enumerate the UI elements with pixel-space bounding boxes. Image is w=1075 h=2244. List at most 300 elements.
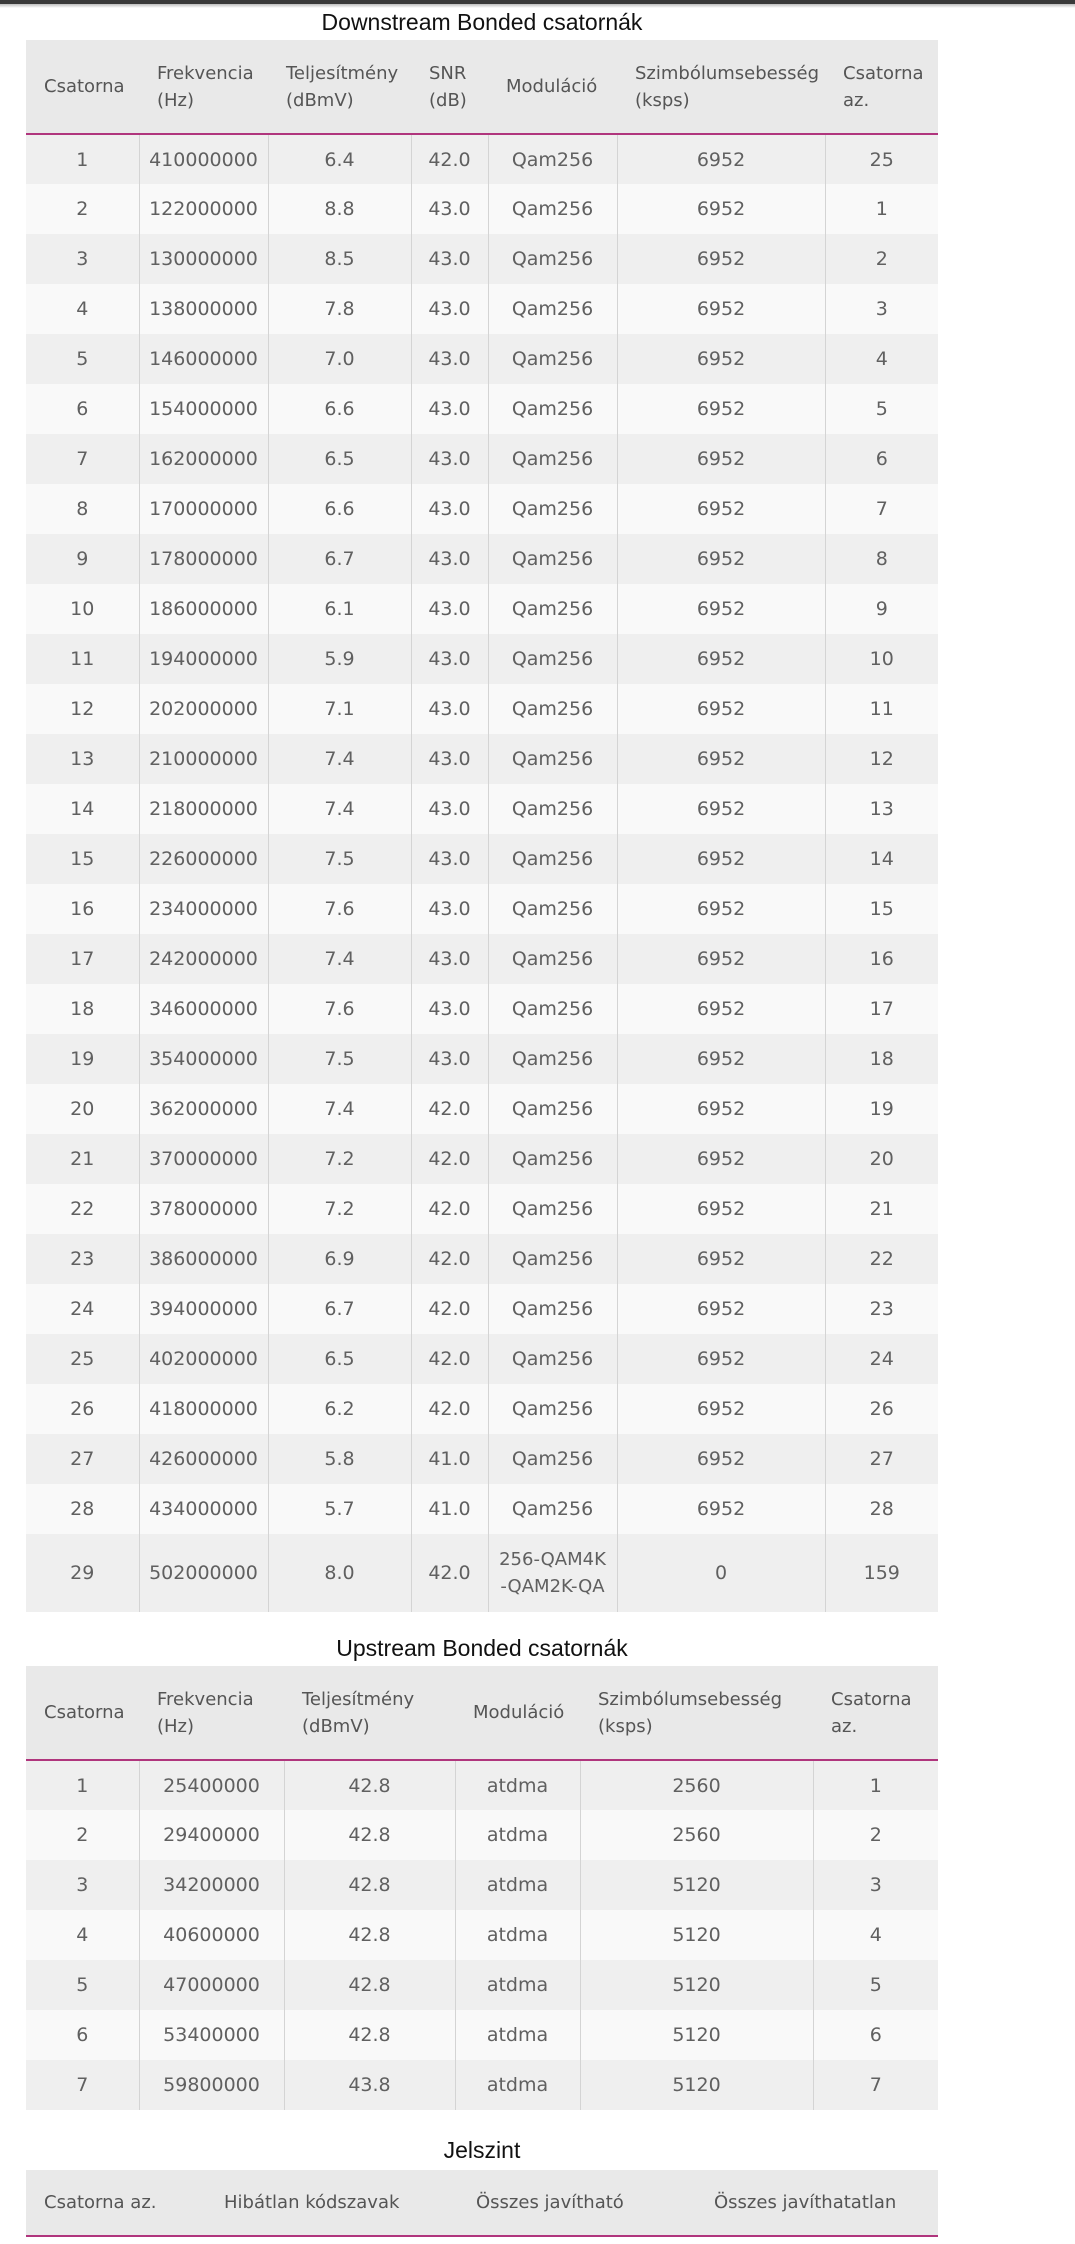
downstream-cell: 3 xyxy=(26,234,139,284)
signal-header-row xyxy=(26,2170,938,2236)
downstream-cell: 42.0 xyxy=(411,1534,488,1612)
signal-header-3: Összes javíthatatlan xyxy=(696,2170,938,2236)
downstream-cell: 43.0 xyxy=(411,684,488,734)
upstream-cell: atdma xyxy=(455,1910,580,1960)
downstream-cell: 6952 xyxy=(617,1134,825,1184)
signal-title: Jelszint xyxy=(443,2137,521,2163)
table-row xyxy=(26,1384,938,1434)
downstream-cell: 14 xyxy=(26,784,139,834)
downstream-header-row xyxy=(26,40,938,134)
downstream-cell: 130000000 xyxy=(139,234,268,284)
downstream-cell: 6952 xyxy=(617,134,825,184)
downstream-cell: 6952 xyxy=(617,234,825,284)
upstream-cell: atdma xyxy=(455,1860,580,1910)
downstream-cell: Qam256 xyxy=(488,434,617,484)
table-row xyxy=(26,2060,938,2110)
downstream-cell: 6.5 xyxy=(268,1334,411,1384)
upstream-cell: atdma xyxy=(455,1960,580,2010)
downstream-cell: Qam256 xyxy=(488,1334,617,1384)
table-row xyxy=(26,634,938,684)
downstream-cell: 43.0 xyxy=(411,584,488,634)
downstream-cell: 6.5 xyxy=(268,434,411,484)
downstream-cell: 43.0 xyxy=(411,934,488,984)
downstream-cell: 6952 xyxy=(617,634,825,684)
downstream-cell: 5 xyxy=(875,398,888,420)
downstream-cell: 226000000 xyxy=(139,834,268,884)
downstream-cell: 426000000 xyxy=(139,1434,268,1484)
downstream-cell: 43.0 xyxy=(411,484,488,534)
downstream-cell: Qam256 xyxy=(488,134,617,184)
downstream-cell: 43.0 xyxy=(411,534,488,584)
downstream-cell: 159 xyxy=(863,1562,900,1584)
downstream-cell: 12 xyxy=(26,684,139,734)
upstream-cell: 5120 xyxy=(580,2060,813,2110)
downstream-cell: 9 xyxy=(26,534,139,584)
table-row xyxy=(26,1234,938,1284)
downstream-cell: Qam256 xyxy=(488,1384,617,1434)
upstream-cell: 5 xyxy=(869,1974,882,1996)
downstream-cell: 43.0 xyxy=(411,884,488,934)
downstream-cell: 43.0 xyxy=(411,434,488,484)
upstream-cell: 2560 xyxy=(580,1760,813,1810)
downstream-cell: 18 xyxy=(26,984,139,1034)
downstream-cell: 146000000 xyxy=(139,334,268,384)
downstream-cell: 8.8 xyxy=(268,184,411,234)
upstream-cell: 43.8 xyxy=(284,2060,455,2110)
upstream-cell: 1 xyxy=(869,1774,882,1797)
downstream-cell: 19 xyxy=(26,1034,139,1084)
upstream-cell: 59800000 xyxy=(139,2060,284,2110)
table-row xyxy=(26,1284,938,1334)
upstream-cell: 5 xyxy=(26,1960,139,2010)
upstream-cell: 42.8 xyxy=(284,1760,455,1810)
table-row xyxy=(26,984,938,1034)
downstream-cell: 242000000 xyxy=(139,934,268,984)
downstream-cell: 8 xyxy=(26,484,139,534)
downstream-cell: 6952 xyxy=(617,1484,825,1534)
downstream-cell: Qam256 xyxy=(488,1484,617,1534)
downstream-cell: 7.5 xyxy=(268,834,411,884)
downstream-cell: Qam256 xyxy=(488,1434,617,1484)
downstream-cell: 25 xyxy=(869,148,894,171)
downstream-cell: 42.0 xyxy=(411,1284,488,1334)
downstream-cell: 22 xyxy=(26,1184,139,1234)
table-row xyxy=(26,234,938,284)
downstream-cell: 28 xyxy=(26,1484,139,1534)
downstream-cell: 418000000 xyxy=(139,1384,268,1434)
downstream-cell: 17 xyxy=(869,998,894,1020)
downstream-cell: 6 xyxy=(26,384,139,434)
downstream-cell: 6952 xyxy=(617,284,825,334)
downstream-cell: 42.0 xyxy=(411,1234,488,1284)
downstream-cell: 170000000 xyxy=(139,484,268,534)
downstream-cell: 8.5 xyxy=(268,234,411,284)
downstream-cell: 6952 xyxy=(617,734,825,784)
signal-header-0: Csatorna az. xyxy=(26,2170,206,2236)
downstream-cell: 26 xyxy=(26,1384,139,1434)
downstream-cell: 502000000 xyxy=(139,1534,268,1612)
downstream-cell: 6952 xyxy=(617,584,825,634)
downstream-cell: 6952 xyxy=(617,784,825,834)
table-row xyxy=(26,284,938,334)
upstream-header-2: Teljesítmény (dBmV) xyxy=(284,1666,455,1760)
downstream-cell: 194000000 xyxy=(139,634,268,684)
downstream-cell: 6952 xyxy=(617,1384,825,1434)
downstream-cell: 6952 xyxy=(617,1434,825,1484)
downstream-cell: 202000000 xyxy=(139,684,268,734)
upstream-table-body xyxy=(26,1760,938,2110)
table-row xyxy=(26,1910,938,1960)
upstream-cell: 42.8 xyxy=(284,1960,455,2010)
downstream-cell: 5.8 xyxy=(268,1434,411,1484)
upstream-cell: 6 xyxy=(869,2024,882,2046)
downstream-cell: 43.0 xyxy=(411,834,488,884)
upstream-header-3: Moduláció xyxy=(455,1666,580,1760)
upstream-header-1: Frekvencia (Hz) xyxy=(139,1666,284,1760)
downstream-cell: Qam256 xyxy=(488,534,617,584)
downstream-cell: 8 xyxy=(875,548,888,570)
downstream-cell: 178000000 xyxy=(139,534,268,584)
downstream-cell: 354000000 xyxy=(139,1034,268,1084)
downstream-title: Downstream Bonded csatornák xyxy=(321,9,643,35)
downstream-cell: 24 xyxy=(869,1348,894,1370)
downstream-cell: 138000000 xyxy=(139,284,268,334)
downstream-cell: 16 xyxy=(26,884,139,934)
table-row xyxy=(26,484,938,534)
downstream-cell: 13 xyxy=(869,798,894,820)
downstream-cell: 1 xyxy=(26,134,139,184)
downstream-cell: 6952 xyxy=(617,434,825,484)
downstream-cell: 42.0 xyxy=(411,1334,488,1384)
table-row xyxy=(26,1034,938,1084)
downstream-cell: Qam256 xyxy=(488,884,617,934)
upstream-cell: 42.8 xyxy=(284,1810,455,1860)
table-row xyxy=(26,334,938,384)
downstream-cell: 186000000 xyxy=(139,584,268,634)
downstream-cell: 154000000 xyxy=(139,384,268,434)
downstream-cell: 162000000 xyxy=(139,434,268,484)
downstream-cell: 7.4 xyxy=(268,784,411,834)
downstream-cell: 17 xyxy=(26,934,139,984)
downstream-header-4: Moduláció xyxy=(488,40,617,134)
downstream-cell: 7.4 xyxy=(268,1084,411,1134)
upstream-cell: 2 xyxy=(26,1810,139,1860)
upstream-cell: 4 xyxy=(869,1924,882,1946)
downstream-cell: Qam256 xyxy=(488,334,617,384)
upstream-cell: 53400000 xyxy=(139,2010,284,2060)
downstream-cell: 7.2 xyxy=(268,1184,411,1234)
downstream-header-0: Csatorna xyxy=(26,40,139,134)
downstream-cell: Qam256 xyxy=(488,1134,617,1184)
upstream-cell: 5120 xyxy=(580,1910,813,1960)
upstream-cell: 5120 xyxy=(580,2010,813,2060)
table-row xyxy=(26,934,938,984)
downstream-cell: 23 xyxy=(869,1298,894,1320)
downstream-cell: 6952 xyxy=(617,184,825,234)
downstream-cell: 378000000 xyxy=(139,1184,268,1234)
upstream-cell: atdma xyxy=(455,2010,580,2060)
table-row xyxy=(26,684,938,734)
downstream-cell: Qam256 xyxy=(488,584,617,634)
downstream-cell: 19 xyxy=(869,1098,894,1120)
downstream-cell: 7.5 xyxy=(268,1034,411,1084)
table-row xyxy=(26,834,938,884)
downstream-cell: 42.0 xyxy=(411,1184,488,1234)
downstream-cell: 43.0 xyxy=(411,384,488,434)
downstream-cell: 43.0 xyxy=(411,984,488,1034)
downstream-cell: 26 xyxy=(869,1398,894,1420)
downstream-cell: 43.0 xyxy=(411,634,488,684)
downstream-cell: 370000000 xyxy=(139,1134,268,1184)
downstream-cell: 43.0 xyxy=(411,334,488,384)
upstream-cell: 4 xyxy=(26,1910,139,1960)
downstream-cell: 10 xyxy=(26,584,139,634)
downstream-cell: 6952 xyxy=(617,984,825,1034)
downstream-cell: 394000000 xyxy=(139,1284,268,1334)
downstream-cell: 20 xyxy=(26,1084,139,1134)
table-row xyxy=(26,784,938,834)
table-row xyxy=(26,734,938,784)
downstream-header-6: Csatorna az. xyxy=(825,40,938,134)
downstream-cell: 434000000 xyxy=(139,1484,268,1534)
downstream-cell: 7.6 xyxy=(268,884,411,934)
downstream-cell: 25 xyxy=(26,1334,139,1384)
signal-header-1: Hibátlan kódszavak xyxy=(206,2170,458,2236)
downstream-cell: 6952 xyxy=(617,934,825,984)
downstream-cell: 9 xyxy=(875,598,888,620)
downstream-cell: 23 xyxy=(26,1234,139,1284)
upstream-cell: 5120 xyxy=(580,1960,813,2010)
downstream-cell: 41.0 xyxy=(411,1434,488,1484)
downstream-cell: 15 xyxy=(869,898,894,920)
downstream-cell: 43.0 xyxy=(411,1034,488,1084)
downstream-cell: 6952 xyxy=(617,834,825,884)
downstream-cell: 18 xyxy=(869,1048,894,1070)
downstream-cell: Qam256 xyxy=(488,284,617,334)
downstream-cell: 6.9 xyxy=(268,1234,411,1284)
downstream-cell: 6952 xyxy=(617,1234,825,1284)
downstream-cell: Qam256 xyxy=(488,484,617,534)
upstream-cell: 7 xyxy=(869,2074,882,2096)
table-row xyxy=(26,1534,938,1612)
downstream-cell: 20 xyxy=(869,1148,894,1170)
downstream-cell: 6952 xyxy=(617,334,825,384)
downstream-cell: 386000000 xyxy=(139,1234,268,1284)
downstream-cell: 11 xyxy=(26,634,139,684)
upstream-cell: 47000000 xyxy=(139,1960,284,2010)
table-row xyxy=(26,1484,938,1534)
upstream-section xyxy=(26,1634,938,2110)
downstream-header-5: Szimbólumsebesség (ksps) xyxy=(617,40,825,134)
downstream-cell: 362000000 xyxy=(139,1084,268,1134)
downstream-cell: 43.0 xyxy=(411,734,488,784)
downstream-header-1: Frekvencia (Hz) xyxy=(139,40,268,134)
downstream-cell: 122000000 xyxy=(139,184,268,234)
upstream-cell: 1 xyxy=(26,1760,139,1810)
downstream-cell: 6.6 xyxy=(268,484,411,534)
downstream-cell: 7.4 xyxy=(268,934,411,984)
downstream-cell: 6.7 xyxy=(268,534,411,584)
table-row xyxy=(26,1184,938,1234)
downstream-cell: 6.4 xyxy=(268,134,411,184)
upstream-cell: 40600000 xyxy=(139,1910,284,1960)
table-row xyxy=(26,1134,938,1184)
table-row xyxy=(26,1434,938,1484)
downstream-cell: 22 xyxy=(869,1248,894,1270)
downstream-cell: 11 xyxy=(869,698,894,720)
downstream-cell: 218000000 xyxy=(139,784,268,834)
downstream-cell: 7.0 xyxy=(268,334,411,384)
downstream-cell: 12 xyxy=(869,748,894,770)
upstream-cell: 42.8 xyxy=(284,1860,455,1910)
downstream-cell: 6.2 xyxy=(268,1384,411,1434)
upstream-header-0: Csatorna xyxy=(26,1666,139,1760)
upstream-header-5: Csatorna az. xyxy=(813,1666,938,1760)
upstream-cell: atdma xyxy=(455,2060,580,2110)
downstream-cell: 6952 xyxy=(617,1184,825,1234)
downstream-cell: 6952 xyxy=(617,884,825,934)
upstream-cell: 3 xyxy=(26,1860,139,1910)
upstream-cell: 25400000 xyxy=(139,1760,284,1810)
downstream-cell: 1 xyxy=(875,198,888,220)
downstream-cell: 43.0 xyxy=(411,234,488,284)
downstream-cell: Qam256 xyxy=(488,1184,617,1234)
upstream-header-row xyxy=(26,1666,938,1760)
downstream-cell: Qam256 xyxy=(488,834,617,884)
table-row xyxy=(26,2010,938,2060)
downstream-cell: 7.8 xyxy=(268,284,411,334)
downstream-cell: 4 xyxy=(26,284,139,334)
downstream-cell: 410000000 xyxy=(139,134,268,184)
downstream-cell: 16 xyxy=(869,948,894,970)
downstream-cell: 6 xyxy=(875,448,888,470)
downstream-cell: 6952 xyxy=(617,484,825,534)
signal-table xyxy=(26,2170,938,2237)
downstream-cell: Qam256 xyxy=(488,234,617,284)
downstream-cell: 42.0 xyxy=(411,1384,488,1434)
downstream-cell: 7 xyxy=(875,498,888,520)
downstream-cell: 234000000 xyxy=(139,884,268,934)
downstream-cell: 43.0 xyxy=(411,284,488,334)
downstream-cell: 14 xyxy=(869,848,894,870)
table-row xyxy=(26,1860,938,1910)
downstream-cell: 6952 xyxy=(617,1034,825,1084)
downstream-cell: 7.1 xyxy=(268,684,411,734)
downstream-cell: 7.4 xyxy=(268,734,411,784)
downstream-cell: 29 xyxy=(26,1534,139,1612)
table-row xyxy=(26,384,938,434)
upstream-cell: 7 xyxy=(26,2060,139,2110)
table-row xyxy=(26,1334,938,1384)
upstream-cell: 42.8 xyxy=(284,1910,455,1960)
downstream-cell: 6.7 xyxy=(268,1284,411,1334)
downstream-cell: 6.6 xyxy=(268,384,411,434)
downstream-cell: Qam256 xyxy=(488,184,617,234)
downstream-cell: Qam256 xyxy=(488,684,617,734)
table-row xyxy=(26,534,938,584)
downstream-cell: 28 xyxy=(869,1498,894,1520)
downstream-cell: 256-QAM4K -QAM2K-QA xyxy=(488,1534,617,1612)
downstream-cell: 5.9 xyxy=(268,634,411,684)
downstream-cell: Qam256 xyxy=(488,984,617,1034)
downstream-cell: 6952 xyxy=(617,534,825,584)
downstream-cell: 43.0 xyxy=(411,784,488,834)
table-row xyxy=(26,134,938,184)
downstream-cell: Qam256 xyxy=(488,734,617,784)
downstream-table xyxy=(26,40,938,1612)
downstream-cell: 8.0 xyxy=(268,1534,411,1612)
upstream-cell: 6 xyxy=(26,2010,139,2060)
downstream-cell: Qam256 xyxy=(488,1234,617,1284)
upstream-cell: 5120 xyxy=(580,1860,813,1910)
downstream-cell: Qam256 xyxy=(488,1034,617,1084)
downstream-cell: 3 xyxy=(875,298,888,320)
downstream-cell: 27 xyxy=(26,1434,139,1484)
upstream-table xyxy=(26,1666,938,2110)
downstream-header-2: Teljesítmény (dBmV) xyxy=(268,40,411,134)
downstream-cell: 6952 xyxy=(617,684,825,734)
upstream-header-4: Szimbólumsebesség (ksps) xyxy=(580,1666,813,1760)
signal-header-2: Összes javítható xyxy=(458,2170,696,2236)
table-row xyxy=(26,1760,938,1810)
downstream-cell: 2 xyxy=(26,184,139,234)
upstream-cell: 34200000 xyxy=(139,1860,284,1910)
upstream-title: Upstream Bonded csatornák xyxy=(336,1635,628,1661)
downstream-cell: 6952 xyxy=(617,1334,825,1384)
downstream-cell: 7 xyxy=(26,434,139,484)
downstream-cell: 7.6 xyxy=(268,984,411,1034)
downstream-cell: 21 xyxy=(869,1198,894,1220)
upstream-cell: 3 xyxy=(869,1874,882,1896)
downstream-cell: Qam256 xyxy=(488,934,617,984)
downstream-cell: 346000000 xyxy=(139,984,268,1034)
downstream-cell: 6.1 xyxy=(268,584,411,634)
downstream-cell: 42.0 xyxy=(411,1084,488,1134)
downstream-cell: Qam256 xyxy=(488,784,617,834)
downstream-cell: Qam256 xyxy=(488,1284,617,1334)
table-row xyxy=(26,1960,938,2010)
upstream-cell: 2 xyxy=(869,1824,882,1846)
downstream-cell: 5.7 xyxy=(268,1484,411,1534)
downstream-header-3: SNR (dB) xyxy=(411,40,488,134)
downstream-cell: 41.0 xyxy=(411,1484,488,1534)
downstream-cell: 0 xyxy=(617,1534,825,1612)
downstream-cell: 43.0 xyxy=(411,184,488,234)
downstream-cell: 21 xyxy=(26,1134,139,1184)
downstream-cell: 402000000 xyxy=(139,1334,268,1384)
downstream-cell: 7.2 xyxy=(268,1134,411,1184)
table-row xyxy=(26,1810,938,1860)
downstream-cell: 4 xyxy=(875,348,888,370)
table-row xyxy=(26,1084,938,1134)
downstream-cell: 42.0 xyxy=(411,134,488,184)
downstream-cell: Qam256 xyxy=(488,384,617,434)
downstream-cell: 24 xyxy=(26,1284,139,1334)
downstream-cell: 6952 xyxy=(617,1084,825,1134)
downstream-section xyxy=(26,8,938,1612)
table-row xyxy=(26,184,938,234)
downstream-cell: Qam256 xyxy=(488,1084,617,1134)
downstream-cell: 42.0 xyxy=(411,1134,488,1184)
downstream-cell: 27 xyxy=(869,1448,894,1470)
downstream-cell: 10 xyxy=(869,648,894,670)
signal-section xyxy=(26,2136,938,2237)
table-row xyxy=(26,434,938,484)
downstream-cell: 15 xyxy=(26,834,139,884)
table-row xyxy=(26,884,938,934)
downstream-cell: 6952 xyxy=(617,1284,825,1334)
downstream-table-body xyxy=(26,134,938,1612)
